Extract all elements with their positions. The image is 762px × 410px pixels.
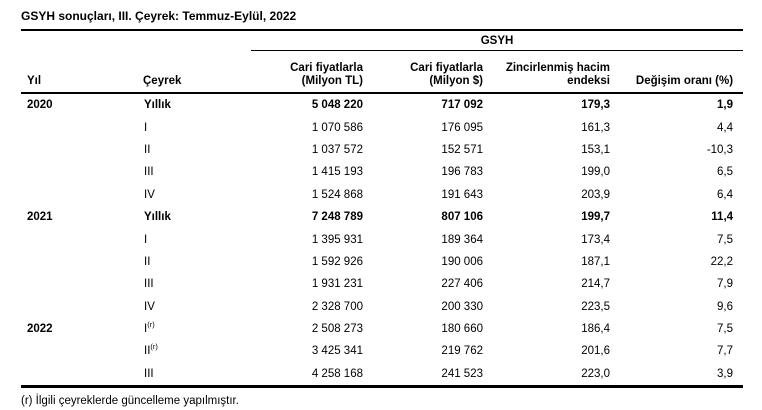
table-body: [21, 93, 743, 387]
column-header-endeks-line1: Zincirlenmiş hacim: [505, 62, 610, 74]
year-cell: 2022: [27, 323, 53, 336]
value-usd-cell: 807 106: [441, 211, 483, 224]
column-header-usd-line1: Cari fiyatlarla: [410, 62, 483, 74]
table-row: [21, 228, 743, 250]
value-tl-cell: 1 037 572: [311, 143, 363, 156]
revision-mark: (r): [147, 320, 155, 330]
quarter-cell: II$^{(r)}$: [144, 342, 158, 358]
value-degisim-cell: 7,5: [717, 323, 734, 336]
column-header-tl-line1: Cari fiyatlarla: [290, 62, 363, 74]
value-degisim-cell: -10,3: [706, 143, 734, 156]
year-cell: [21, 363, 143, 387]
quarter-cell: II: [144, 255, 151, 268]
group-header-spacer: [21, 31, 251, 51]
column-header-usd-line2: (Milyon $): [429, 75, 483, 87]
value-degisim-cell: 11,4: [711, 211, 734, 224]
value-usd-cell: 190 006: [441, 255, 483, 268]
table-row: [21, 116, 743, 138]
year-cell: [21, 340, 143, 362]
gdp-table: [21, 31, 743, 388]
value-usd-cell: 717 092: [441, 99, 483, 112]
table-row: [21, 206, 743, 228]
value-degisim-cell: 22,2: [710, 255, 734, 268]
value-degisim-cell: 6,5: [717, 166, 734, 179]
value-endeks-cell: 179,3: [581, 99, 610, 112]
column-header-ceyrek: Çeyrek: [143, 51, 251, 94]
table-row: [21, 296, 743, 318]
value-tl-cell: 2 508 273: [311, 323, 363, 336]
table-row: [21, 93, 743, 116]
value-endeks-cell: 199,0: [581, 166, 610, 179]
revision-mark: (r): [150, 342, 158, 352]
table-row: [21, 318, 743, 340]
value-degisim-cell: 7,5: [717, 233, 734, 246]
quarter-cell: III: [144, 278, 154, 291]
value-usd-cell: 191 643: [441, 188, 483, 201]
value-usd-cell: 180 660: [441, 323, 483, 336]
value-tl-cell: 7 248 789: [311, 211, 363, 224]
table-row: [21, 340, 743, 362]
value-tl-cell: 1 931 231: [311, 278, 363, 291]
value-endeks-cell: 186,4: [581, 323, 610, 336]
value-tl-cell: 3 425 341: [311, 345, 363, 358]
table-row: [21, 139, 743, 161]
value-degisim-cell: 9,6: [717, 300, 734, 313]
year-cell: [21, 139, 143, 161]
quarter-cell: Yıllık: [144, 211, 171, 224]
group-header-row: [21, 31, 743, 51]
column-header-yil: Yıl: [21, 51, 143, 94]
value-tl-cell: 5 048 220: [311, 99, 363, 112]
value-endeks-cell: 223,5: [581, 300, 610, 313]
column-header-usd: [373, 51, 493, 94]
footnote: (r) İlgili çeyreklerde güncelleme yapılmıştır.: [21, 395, 239, 408]
quarter-cell: II: [144, 143, 151, 156]
year-cell: [21, 251, 143, 273]
quarter-cell: IV: [144, 188, 155, 201]
table-row: [21, 251, 743, 273]
value-usd-cell: 200 330: [441, 300, 483, 313]
year-cell: 2021: [27, 211, 53, 224]
year-cell: [21, 116, 143, 138]
value-endeks-cell: 223,0: [493, 363, 620, 387]
value-endeks-cell: 199,7: [581, 211, 610, 224]
value-tl-cell: 1 592 926: [311, 255, 363, 268]
value-usd-cell: 196 783: [441, 166, 483, 179]
value-degisim-cell: 1,9: [717, 99, 734, 112]
value-degisim-cell: 3,9: [620, 363, 743, 387]
quarter-cell: I: [144, 121, 148, 134]
table-row: [21, 363, 743, 387]
value-endeks-cell: 201,6: [581, 345, 610, 358]
value-degisim-cell: 7,9: [717, 278, 734, 291]
value-tl-cell: 1 070 586: [311, 121, 363, 134]
quarter-cell: III: [144, 166, 154, 179]
value-endeks-cell: 173,4: [581, 233, 610, 246]
value-tl-cell: 2 328 700: [311, 300, 363, 313]
value-usd-cell: 241 523: [373, 363, 493, 387]
value-usd-cell: 152 571: [441, 143, 483, 156]
value-degisim-cell: 6,4: [717, 188, 734, 201]
value-usd-cell: 219 762: [441, 345, 483, 358]
column-header-degisim: Değişim oranı (%): [620, 51, 743, 94]
year-cell: [21, 161, 143, 183]
column-header-endeks-line2: endeksi: [567, 75, 610, 87]
value-usd-cell: 227 406: [441, 278, 483, 291]
value-endeks-cell: 161,3: [581, 121, 610, 134]
column-header-tl: [251, 51, 373, 94]
value-tl-cell: 1 415 193: [311, 166, 363, 179]
gdp-report: [21, 0, 743, 407]
column-header-tl-line2: (Milyon TL): [301, 75, 363, 87]
table-row: [21, 161, 743, 183]
table-row: [21, 184, 743, 206]
value-usd-cell: 176 095: [441, 121, 483, 134]
column-header-endeks: [493, 51, 620, 94]
group-header-gsyh: GSYH: [251, 31, 743, 51]
value-usd-cell: 189 364: [441, 233, 483, 246]
quarter-cell: Yıllık: [144, 99, 171, 112]
value-degisim-cell: 4,4: [717, 121, 734, 134]
value-endeks-cell: 214,7: [581, 278, 610, 291]
value-endeks-cell: 203,9: [581, 188, 610, 201]
year-cell: 2020: [27, 99, 53, 112]
value-endeks-cell: 187,1: [581, 255, 610, 268]
year-cell: [21, 273, 143, 295]
quarter-cell: III: [143, 363, 251, 387]
year-cell: [21, 296, 143, 318]
table-header: [21, 31, 743, 93]
page-title: GSYH sonuçları, III. Çeyrek: Temmuz-Eylül, 2022: [21, 0, 743, 31]
value-tl-cell: 4 258 168: [251, 363, 373, 387]
value-tl-cell: 1 524 868: [311, 188, 363, 201]
column-header-row: [21, 51, 743, 94]
value-endeks-cell: 153,1: [581, 143, 610, 156]
table-row: [21, 273, 743, 295]
quarter-cell: $I^{(r)}$: [144, 320, 155, 336]
value-degisim-cell: 7,7: [717, 345, 734, 358]
quarter-cell: I: [144, 233, 148, 246]
year-cell: [21, 184, 143, 206]
value-tl-cell: 1 395 931: [311, 233, 363, 246]
year-cell: [21, 228, 143, 250]
quarter-cell: IV: [144, 300, 155, 313]
